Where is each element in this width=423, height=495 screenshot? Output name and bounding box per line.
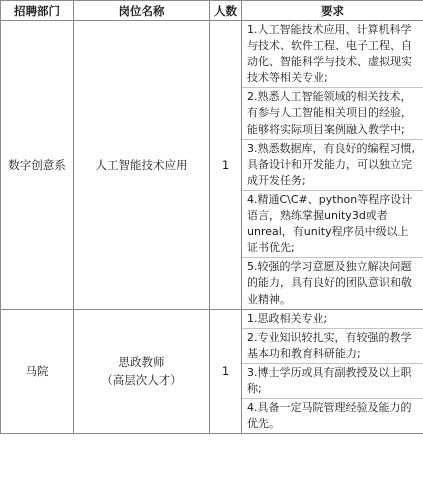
- position-cell: [74, 309, 210, 434]
- requirement-item: 1.人工智能技术应用、计算机科学与技术、软件工程、电子工程、自动化、智能科学与技术、虚拟现实技术等相关专业;: [247, 23, 412, 85]
- requirement-item: 1.思政相关专业;: [247, 311, 328, 325]
- count-cell: 1: [210, 309, 242, 434]
- header-requirements: 要求: [242, 1, 423, 21]
- requirement-item: 2.专业知识较扎实，有较强的教学基本功和教育科研能力;: [242, 328, 423, 363]
- dept-cell: 数字创意系: [1, 21, 74, 310]
- requirement-item: 5.较强的学习意愿及独立解决问题的能力，具有良好的团队意识和敬业精神。: [242, 257, 423, 308]
- requirement-item: 2.熟悉人工智能领域的相关技术，有参与人工智能相关项目的经验，能够将实际项目案例融入教学中;: [242, 87, 423, 138]
- requirement-item: 3.博士学历或具有副教授及以上职称;: [242, 363, 423, 398]
- header-position: 岗位名称: [74, 1, 210, 21]
- header-count: 人数: [210, 1, 242, 21]
- table-row: [1, 309, 423, 434]
- header-dept: 招聘部门: [1, 1, 74, 21]
- requirement-item: 4.具备一定马院管理经验及能力的优先。: [242, 398, 423, 433]
- requirements-cell: [242, 21, 423, 310]
- count-cell: 1: [210, 21, 242, 310]
- position-name: 思政教师: [118, 355, 165, 370]
- position-name: 人工智能技术应用: [95, 157, 188, 172]
- position-subtitle: （高层次人才）: [101, 373, 182, 388]
- requirements-cell: [242, 309, 423, 434]
- requirement-item: 3.熟悉数据库，有良好的编程习惯,具备设计和开发能力，可以独立完成开发任务;: [242, 139, 423, 190]
- dept-cell: 马院: [1, 309, 74, 434]
- table-row: [1, 21, 423, 310]
- position-cell: [74, 21, 210, 310]
- requirement-item: 4.精通C\C#、python等程序设计语言，熟练掌握unity3d或者unreal，有unity程序员中级以上证书优先;: [242, 190, 423, 257]
- header-row: [1, 1, 423, 21]
